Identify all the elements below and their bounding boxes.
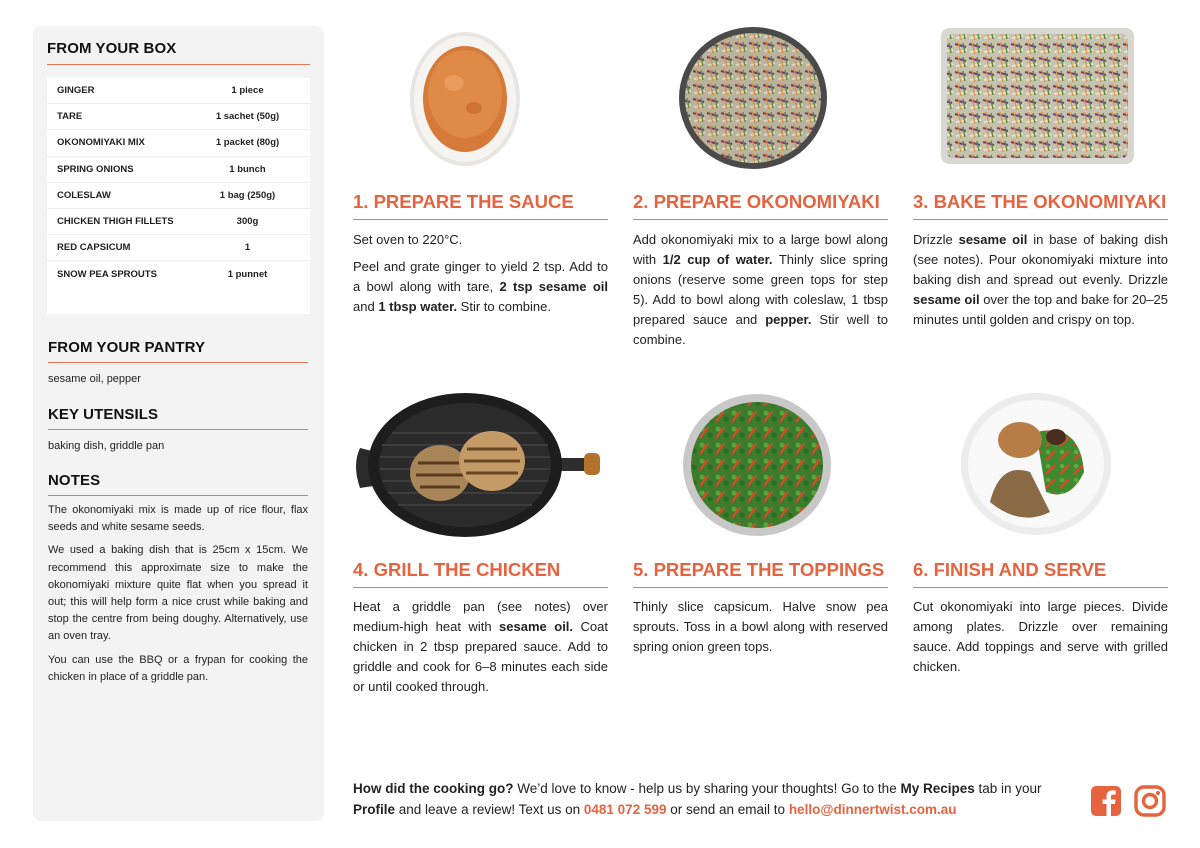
ingredient-name: GINGER [57,85,95,97]
text: Stir well to combine. [633,312,888,347]
bold-text: sesame oil [913,292,980,307]
step-1-title: 1. PREPARE THE SAUCE [353,191,608,220]
ingredient-qty: 1 sachet (50g) [215,111,280,123]
step-6-body [913,597,1168,684]
feedback-question: How did the cooking go? [353,781,514,796]
ingredient-qty: 1 bunch [229,163,266,175]
note-paragraph: You can use the BBQ or a frypan for cooking the chicken in place of a griddle pan. [48,653,308,683]
from-your-pantry-title: FROM YOUR PANTRY [48,339,308,363]
ingredients-table [47,78,310,314]
text: Thinly slice spring onions (reserve some green tops for step 5). Add to bowl along with coleslaw, 1 tbsp prepared sauce and [633,252,888,327]
bold-text: sesame oil. [499,619,574,634]
phone-link[interactable]: 0481 072 599 [583,802,667,817]
ingredient-name: RED CAPSICUM [57,242,131,254]
ingredient-qty: 1 bag (250g) [219,189,276,201]
step-6-p1: Cut okonomiyaki into large pieces. Divide among plates. Drizzle over remaining sauce. Add toppings and serve with grilled chicken. [913,599,1168,674]
note-paragraph: The okonomiyaki mix is made up of rice flour, flax seeds and white sesame seeds. [48,504,308,534]
step-1-p2 [353,257,608,317]
sidebar [33,26,324,821]
ingredient-qty: 1 punnet [227,268,268,280]
bold-text: 2 tsp sesame oil [499,279,608,294]
step-2-body [633,230,888,357]
text: or send an email to [666,802,789,817]
ingredient-qty: 1 [244,242,251,254]
step-6-title: 6. FINISH AND SERVE [913,559,1168,588]
text: We’d love to know - help us by sharing your thoughts! Go to the [513,781,901,796]
my-recipes-link[interactable]: My Recipes [900,781,975,796]
ingredient-name: CHICKEN THIGH FILLETS [57,216,174,228]
note-paragraph: We used a baking dish that is 25cm x 15cm. We recommend this approximate size to make the okonomiyaki mixture quite flat when you spread it out; this will help form a nice crust while baking and stop the centre from being doughy. Alternatively, use an oven tray. [48,544,308,643]
text: Drizzle [913,232,959,247]
ingredient-row [47,235,310,261]
step-2-title: 2. PREPARE OKONOMIYAKI [633,191,888,220]
key-utensils-title: KEY UTENSILS [48,406,308,430]
text: in base of baking dish (see notes). Pour okonomiyaki mixture into baking dish and spread out evenly. Drizzle [913,232,1168,287]
notes-section [48,472,308,686]
ingredient-row [47,157,310,183]
coleslaw-bowl-image [678,26,828,171]
ingredient-row [47,209,310,235]
step-3-body [913,230,1168,337]
text: Add okonomiyaki mix to a large bowl along with [633,232,888,267]
ingredient-qty: 1 piece [231,85,264,97]
bold-text: sesame oil [958,232,1028,247]
ingredient-name: COLESLAW [57,189,111,201]
ingredient-qty: 1 packet (80g) [215,137,280,149]
ingredient-name: TARE [57,111,83,123]
bold-text: pepper. [765,312,812,327]
bold-text: 1/2 cup of water. [662,252,773,267]
text: over the top and bake for 20–25 minutes until golden and crispy on top. [913,292,1168,327]
key-utensils-section [48,406,308,455]
feedback-footer [353,778,1073,820]
from-your-pantry-section [48,339,308,388]
ingredient-qty: 300g [236,216,259,228]
ingredient-name: SNOW PEA SPROUTS [57,268,157,280]
pantry-text: sesame oil, pepper [48,373,141,385]
facebook-icon[interactable] [1090,785,1122,817]
from-your-box-title: FROM YOUR BOX [47,40,310,65]
step-3-title: 3. BAKE THE OKONOMIYAKI [913,191,1168,220]
step-5-p1: Thinly slice capsicum. Halve snow pea sprouts. Toss in a bowl along with reserved spring onion green tops. [633,599,888,654]
text: Peel and grate ginger to yield 2 tsp. Add to a bowl along with tare, [353,259,608,294]
from-your-box-section [47,40,310,347]
step-3-p1 [913,230,1168,330]
ingredient-row [47,261,310,287]
step-5-body [633,597,888,664]
griddle-pan-image [352,393,602,538]
toppings-bowl-image [682,393,832,538]
ingredient-row [47,104,310,130]
baking-dish-image [940,27,1135,165]
plated-dish-image [960,392,1112,537]
step-1-p1: Set oven to 220°C. [353,232,463,247]
text: Stir to combine. [457,299,551,314]
notes-title: NOTES [48,472,308,496]
text: tab in your [974,781,1042,796]
ingredient-name: OKONOMIYAKI MIX [57,137,145,149]
step-4-p1 [353,597,608,697]
ingredient-row [47,130,310,156]
bold-text: 1 tbsp water. [378,299,458,314]
step-5-title: 5. PREPARE THE TOPPINGS [633,559,888,588]
step-2-p1 [633,230,888,350]
step-4-title: 4. GRILL THE CHICKEN [353,559,608,588]
text: and leave a review! Text us on [395,802,584,817]
profile-link[interactable]: Profile [353,802,396,817]
ingredient-row [47,183,310,209]
text: Heat a griddle pan (see notes) over medium-high heat with [353,599,608,634]
ingredient-name: SPRING ONIONS [57,163,134,175]
sauce-bowl-image [408,28,523,168]
utensils-text: baking dish, griddle pan [48,440,165,452]
instagram-icon[interactable] [1134,785,1166,817]
step-4-body [353,597,608,704]
text: Coat chicken in 2 tbsp prepared sauce. Add to griddle and cook for 6–8 minutes each side or until cooked through. [353,619,608,694]
text: and [353,299,379,314]
step-1-body [353,230,608,324]
email-link[interactable]: hello@dinnertwist.com.au [788,802,957,817]
ingredient-row [47,78,310,104]
